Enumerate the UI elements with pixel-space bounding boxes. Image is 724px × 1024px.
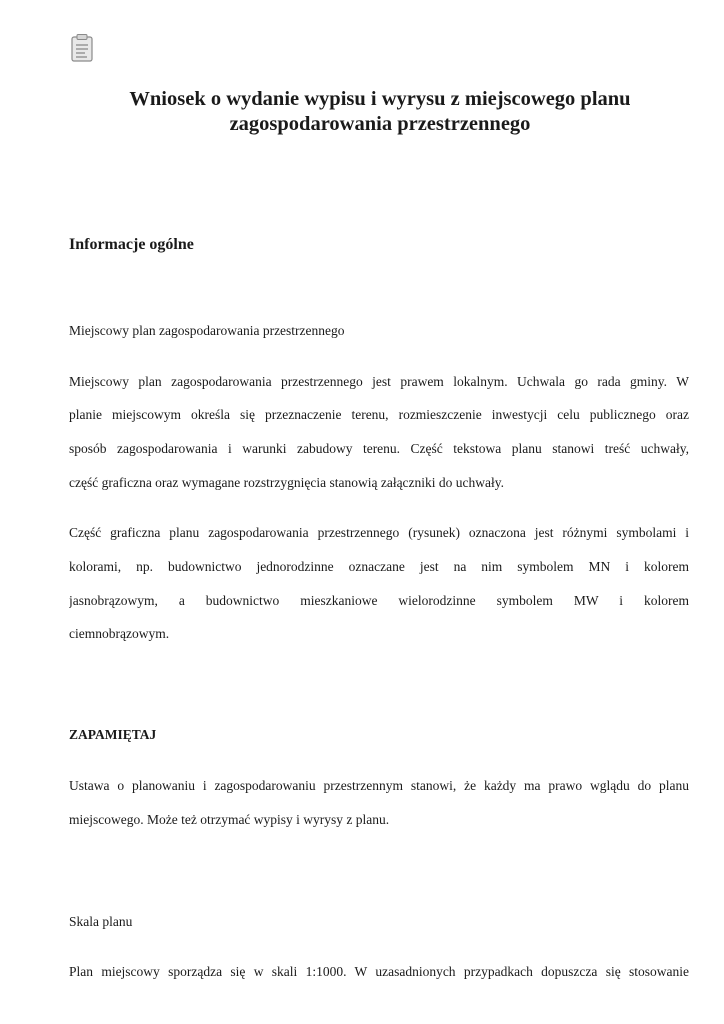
paragraph-1-line: sposób zagospodarowania i warunki zabudowy terenu. Część tekstowa planu stanowi treść uchwały,: [69, 441, 689, 456]
paragraph-1-line: część graficzna oraz wymagane rozstrzygnięcia stanowią załączniki do uchwały.: [69, 475, 505, 490]
document-title: [60, 87, 700, 137]
paragraph-2-line: jasnobrązowym, a budownictwo mieszkaniowe wielorodzinne symbolem MW i kolorem: [69, 593, 689, 608]
paragraph-1-line: Miejscowy plan zagospodarowania przestrzennego jest prawem lokalnym. Uchwala go rada gminy. W: [69, 374, 689, 389]
subheading-scale: Skala planu: [69, 914, 133, 929]
title-line-1: Wniosek o wydanie wypisu i wyrysu z miejscowego planu: [129, 88, 631, 110]
section-heading-general: Informacje ogólne: [69, 236, 194, 253]
paragraph-3-line: miejscowego. Może też otrzymać wypisy i wyrysy z planu.: [69, 812, 390, 827]
paragraph-2-line: ciemnobrązowym.: [69, 626, 170, 641]
paragraph-2-line: Część graficzna planu zagospodarowania przestrzennego (rysunek) oznaczona jest różnymi symbolami i: [69, 525, 689, 540]
heading-remember: ZAPAMIĘTAJ: [69, 727, 157, 742]
title-line-2: zagospodarowania przestrzennego: [229, 113, 531, 135]
paragraph-1-line: planie miejscowym określa się przeznaczenie terenu, rozmieszczenie inwestycji celu publicznego oraz: [69, 407, 689, 422]
subheading-plan: Miejscowy plan zagospodarowania przestrzennego: [69, 323, 345, 338]
paragraph-4-line: Plan miejscowy sporządza się w skali 1:1000. W uzasadnionych przypadkach dopuszcza się stosowanie: [69, 964, 689, 979]
paragraph-2-line: kolorami, np. budownictwo jednorodzinne oznaczane jest na nim symbolem MN i kolorem: [69, 559, 689, 574]
clipboard-icon: [70, 33, 96, 63]
paragraph-3-line: Ustawa o planowaniu i zagospodarowaniu przestrzennym stanowi, że każdy ma prawo wglądu do planu: [69, 778, 689, 793]
